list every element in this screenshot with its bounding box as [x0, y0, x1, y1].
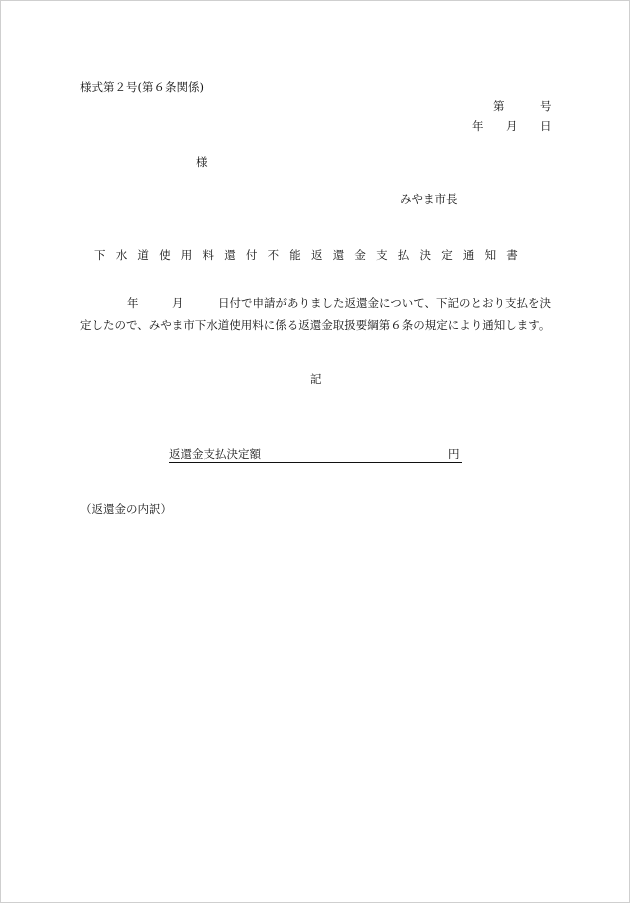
body-month: 月 [172, 296, 184, 310]
date-month: 月 [506, 119, 518, 133]
number-prefix: 第 [493, 99, 505, 113]
form-label: 様式第２号(第６条関係) [80, 80, 204, 94]
body-year: 年 [127, 296, 139, 310]
date-day: 日 [540, 119, 552, 133]
amount-label: 返還金支払決定額 [169, 447, 261, 461]
body-line2: 定したので、みやま市下水道使用料に係る返還金取扱要綱第６条の規定により通知します。 [80, 318, 551, 332]
number-suffix: 号 [540, 99, 552, 113]
date-year: 年 [472, 119, 484, 133]
amount-unit: 円 [448, 447, 460, 461]
body-line1: 日付で申請がありました返還金について、下記のとおり支払を決 [218, 296, 552, 310]
breakdown-label: （返還金の内訳） [80, 502, 172, 516]
ki-heading: 記 [310, 372, 322, 386]
addressee-suffix: 様 [196, 155, 208, 169]
document-title: 下水道使用料還付不能返還金支払決定通知書 [94, 248, 528, 262]
sender-name: みやま市長 [400, 192, 458, 206]
